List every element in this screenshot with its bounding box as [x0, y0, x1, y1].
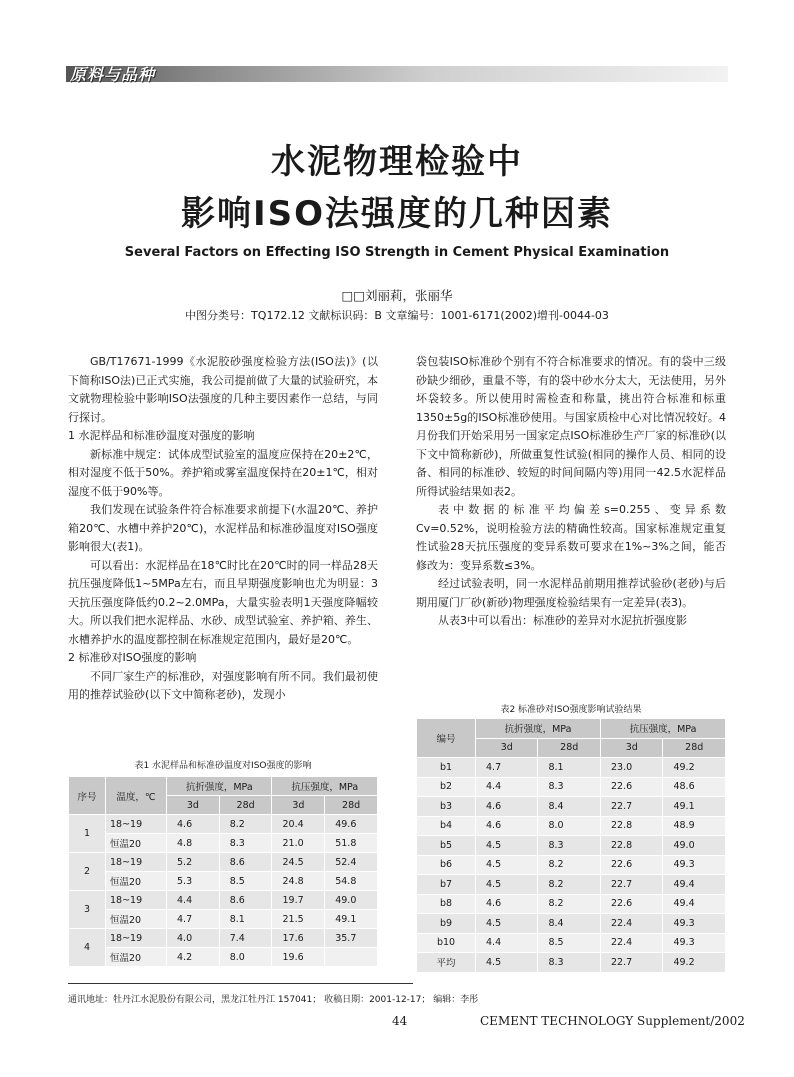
table2: [416, 718, 726, 973]
table1: [68, 776, 378, 967]
table-cell: 8.1: [538, 758, 601, 778]
table-row: [417, 894, 726, 914]
table-row: [417, 914, 726, 934]
table-row: [69, 929, 378, 948]
table-cell: 4.2: [167, 948, 220, 967]
table1-header-no: 序号: [69, 777, 106, 815]
table-row: [69, 834, 378, 853]
table-cell: 49.0: [325, 891, 378, 910]
table-cell: 8.4: [538, 914, 601, 934]
left-column: [68, 353, 378, 705]
table-cell: 17.6: [272, 929, 325, 948]
table-cell: 22.6: [600, 777, 662, 797]
table-cell: 22.7: [600, 797, 662, 817]
table2-header-flex: 抗折强度，MPa: [476, 719, 601, 739]
table-cell-group-no: 1: [69, 815, 106, 853]
table-cell: 8.3: [538, 953, 601, 973]
table-cell: b3: [417, 797, 476, 817]
paragraph: 新标准中规定：试体成型试验室的温度应保持在20±2℃，相对湿度不低于50%。养护箱或雾室温度保持在20±1℃，相对湿度不低于90%等。: [68, 447, 378, 498]
table-cell: 22.6: [600, 894, 662, 914]
table-cell: b7: [417, 875, 476, 895]
table-row: [417, 875, 726, 895]
table-cell: 恒温20: [106, 948, 167, 967]
table-cell: 4.4: [167, 891, 220, 910]
table2-header-no: 编号: [417, 719, 476, 758]
paragraph: 1 水泥样品和标准砂温度对强度的影响: [68, 429, 255, 442]
table-cell: 4.7: [476, 758, 538, 778]
table-cell: 35.7: [325, 929, 378, 948]
table-cell: 4.5: [476, 855, 538, 875]
table-row: [417, 953, 726, 973]
table-row: [69, 948, 378, 967]
table-cell: 8.0: [538, 816, 601, 836]
paragraph: GB/T17671-1999《水泥胶砂强度检验方法(ISO法)》(以下简称ISO法)已正式实施，我公司提前做了大量的试验研究，本文就物理检验中影响ISO法强度的几种主要因素作一总结，与同行探讨。: [68, 355, 378, 424]
table-cell: 48.9: [663, 816, 726, 836]
right-column: [416, 353, 726, 631]
table-cell: b9: [417, 914, 476, 934]
table-row: [69, 910, 378, 929]
section-label: 原料与品种: [70, 65, 156, 84]
table-cell: 49.4: [663, 894, 726, 914]
table2-header-flex-3d: 3d: [476, 738, 538, 758]
table-cell: 22.7: [600, 953, 662, 973]
table-row: [69, 891, 378, 910]
table-cell-group-no: 2: [69, 853, 106, 891]
table-cell: 22.8: [600, 816, 662, 836]
article-title-line2: 影响ISO法强度的几种因素: [180, 194, 614, 234]
table-cell: 24.8: [272, 872, 325, 891]
table2-header-flex-28d: 28d: [538, 738, 601, 758]
table-cell: 5.2: [167, 853, 220, 872]
table-cell: 7.4: [219, 929, 272, 948]
table-cell: 4.0: [167, 929, 220, 948]
table-cell: 49.3: [663, 933, 726, 953]
table-cell: 8.3: [538, 836, 601, 856]
paragraph: 表中数据的标准平均偏差s=0.255、变异系数Cv=0.52%，说明检验方法的精确性较高。国家标准规定重复性试验28天抗压强度的变异系数可要求在1%~3%之间，能否修改为：变异系数≤3%。: [416, 503, 726, 572]
paragraph: 经过试验表明，同一水泥样品前期用推荐试验砂(老砂)与后期用厦门厂砂(新砂)物理强度检验结果有一定差异(表3)。: [416, 577, 726, 609]
table-cell: 8.4: [538, 797, 601, 817]
table-row: [69, 853, 378, 872]
table-cell: 8.2: [538, 894, 601, 914]
table-cell: 49.3: [663, 914, 726, 934]
page-number: 44: [392, 1014, 408, 1028]
table-cell: 平均: [417, 953, 476, 973]
footnote-rule: [68, 983, 413, 984]
table-cell: 24.5: [272, 853, 325, 872]
table-cell: 20.4: [272, 815, 325, 834]
table1-header-flex-28d: 28d: [219, 796, 272, 815]
table-cell: 51.8: [325, 834, 378, 853]
table-row: [69, 872, 378, 891]
table-cell: 4.6: [476, 894, 538, 914]
table-cell: b10: [417, 933, 476, 953]
table-cell: 19.7: [272, 891, 325, 910]
table-cell: 恒温20: [106, 910, 167, 929]
table-row: [417, 777, 726, 797]
table-cell: 4.6: [167, 815, 220, 834]
table-cell: 49.0: [663, 836, 726, 856]
table-cell: 54.8: [325, 872, 378, 891]
table2-header-comp-28d: 28d: [663, 738, 726, 758]
table-cell-group-no: 4: [69, 929, 106, 967]
table-cell: 49.2: [663, 758, 726, 778]
table-cell: 18~19: [106, 891, 167, 910]
table-cell: 4.4: [476, 933, 538, 953]
table-cell: 4.5: [476, 914, 538, 934]
table-row: [69, 815, 378, 834]
table-cell: b5: [417, 836, 476, 856]
table-cell: 48.6: [663, 777, 726, 797]
table-cell: 4.5: [476, 953, 538, 973]
table-cell: 5.3: [167, 872, 220, 891]
table-row: [417, 797, 726, 817]
table-cell: 8.6: [219, 891, 272, 910]
table-cell: 4.5: [476, 836, 538, 856]
table-cell: 恒温20: [106, 834, 167, 853]
table-cell: 4.6: [476, 816, 538, 836]
table1-header-temp: 温度，℃: [106, 777, 167, 815]
table-cell-group-no: 3: [69, 891, 106, 929]
table2-caption: 表2 标准砂对ISO强度影响试验结果: [500, 705, 642, 715]
table-cell: 8.6: [219, 853, 272, 872]
paragraph: 2 标准砂对ISO强度的影响: [68, 651, 197, 664]
table-row: [417, 855, 726, 875]
table-cell: 8.2: [219, 815, 272, 834]
authors: □□刘丽莉，张丽华: [341, 288, 453, 303]
table2-header-comp: 抗压强度，MPa: [600, 719, 725, 739]
table1-header-comp-3d: 3d: [272, 796, 325, 815]
table-cell: 22.8: [600, 836, 662, 856]
table1-header-flex: 抗折强度，MPa: [167, 777, 272, 796]
table-cell: 8.1: [219, 910, 272, 929]
table-cell: 22.4: [600, 933, 662, 953]
table-cell: 21.0: [272, 834, 325, 853]
table1-header-comp: 抗压强度，MPa: [272, 777, 378, 796]
table-row: [417, 816, 726, 836]
classification-meta: 中图分类号：TQ172.12 文献标识码：B 文章编号：1001-6171(2002)增刊-0044-03: [185, 309, 609, 322]
paragraph: 袋包装ISO标准砂个别有不符合标准要求的情况。有的袋中三级砂缺少细砂，重量不等，有的袋中砂水分太大，无法使用，另外坏袋较多。所以使用时需检查和称量，挑出符合标准和标重1350±5g的ISO标准砂使用。与国家质检中心对比情况较好。4月份我们开始采用另一国家定点ISO标准砂生产厂家的标准砂(以下文中简称新砂)，所做重复性试验(相同的操作人员、相同的设备、相同的标准砂、较短的时间间隔内等)用同一42.5水泥样品所得试验结果如表2。: [416, 355, 726, 498]
table-cell: 49.4: [663, 875, 726, 895]
table-cell: 4.5: [476, 875, 538, 895]
paragraph: 从表3中可以看出：标准砂的差异对水泥抗折强度影: [438, 614, 687, 627]
table-cell: 4.6: [476, 797, 538, 817]
table-cell: b1: [417, 758, 476, 778]
table-row: [417, 758, 726, 778]
table-cell: 49.6: [325, 815, 378, 834]
footnote: 通讯地址：牡丹江水泥股份有限公司，黑龙江牡丹江 157041； 收稿日期：2001-12-17； 编辑：李彤: [68, 995, 479, 1005]
table-cell: [325, 948, 378, 967]
table2-header-comp-3d: 3d: [600, 738, 662, 758]
table-cell: 21.5: [272, 910, 325, 929]
table-row: [417, 933, 726, 953]
table-cell: 52.4: [325, 853, 378, 872]
table-cell: 4.7: [167, 910, 220, 929]
table-cell: 22.4: [600, 914, 662, 934]
table-cell: 8.2: [538, 875, 601, 895]
table-cell: b8: [417, 894, 476, 914]
table-cell: 23.0: [600, 758, 662, 778]
table-cell: 49.1: [663, 797, 726, 817]
table-cell: 18~19: [106, 929, 167, 948]
table-cell: 8.3: [219, 834, 272, 853]
journal-name: CEMENT TECHNOLOGY Supplement/2002: [480, 1014, 745, 1028]
table-cell: 8.5: [219, 872, 272, 891]
table-cell: 19.6: [272, 948, 325, 967]
table-cell: 4.4: [476, 777, 538, 797]
table-cell: 4.8: [167, 834, 220, 853]
table-cell: 49.1: [325, 910, 378, 929]
table-cell: b6: [417, 855, 476, 875]
table-cell: 18~19: [106, 815, 167, 834]
table1-header-flex-3d: 3d: [167, 796, 220, 815]
table-cell: 8.2: [538, 855, 601, 875]
table-cell: 22.6: [600, 855, 662, 875]
section-header-bar: [66, 66, 728, 82]
english-subtitle: Several Factors on Effecting ISO Strength in Cement Physical Examination: [124, 245, 670, 260]
paragraph: 可以看出：水泥样品在18℃时比在20℃时的同一样品28天抗压强度降低1~5MPa左右，而且早期强度影响也尤为明显：3天抗压强度降低约0.2~2.0MPa，大量实验表明1天强度降幅较大。所以我们把水泥样品、水砂、成型试验室、养护箱、养生、水槽养护水的温度都控制在标准规定范围内，最好是20℃。: [68, 558, 378, 646]
table-cell: 49.3: [663, 855, 726, 875]
table-cell: b4: [417, 816, 476, 836]
article-title-line1: 水泥物理检验中: [271, 142, 523, 182]
table-cell: 恒温20: [106, 872, 167, 891]
table-cell: 8.0: [219, 948, 272, 967]
table-cell: 8.5: [538, 933, 601, 953]
table-row: [417, 836, 726, 856]
table1-header-comp-28d: 28d: [325, 796, 378, 815]
table-cell: 22.7: [600, 875, 662, 895]
table-cell: 8.3: [538, 777, 601, 797]
table-cell: 18~19: [106, 853, 167, 872]
paragraph: 我们发现在试验条件符合标准要求前提下(水温20℃、养护箱20℃、水槽中养护20℃)，水泥样品和标准砂温度对ISO强度影响很大(表1)。: [68, 503, 378, 553]
table1-caption: 表1 水泥样品和标准砂温度对ISO强度的影响: [134, 761, 312, 771]
table-cell: b2: [417, 777, 476, 797]
table-cell: 49.2: [663, 953, 726, 973]
paragraph: 不同厂家生产的标准砂，对强度影响有所不同。我们最初使用的推荐试验砂(以下文中简称老砂)，发现小: [68, 669, 378, 701]
